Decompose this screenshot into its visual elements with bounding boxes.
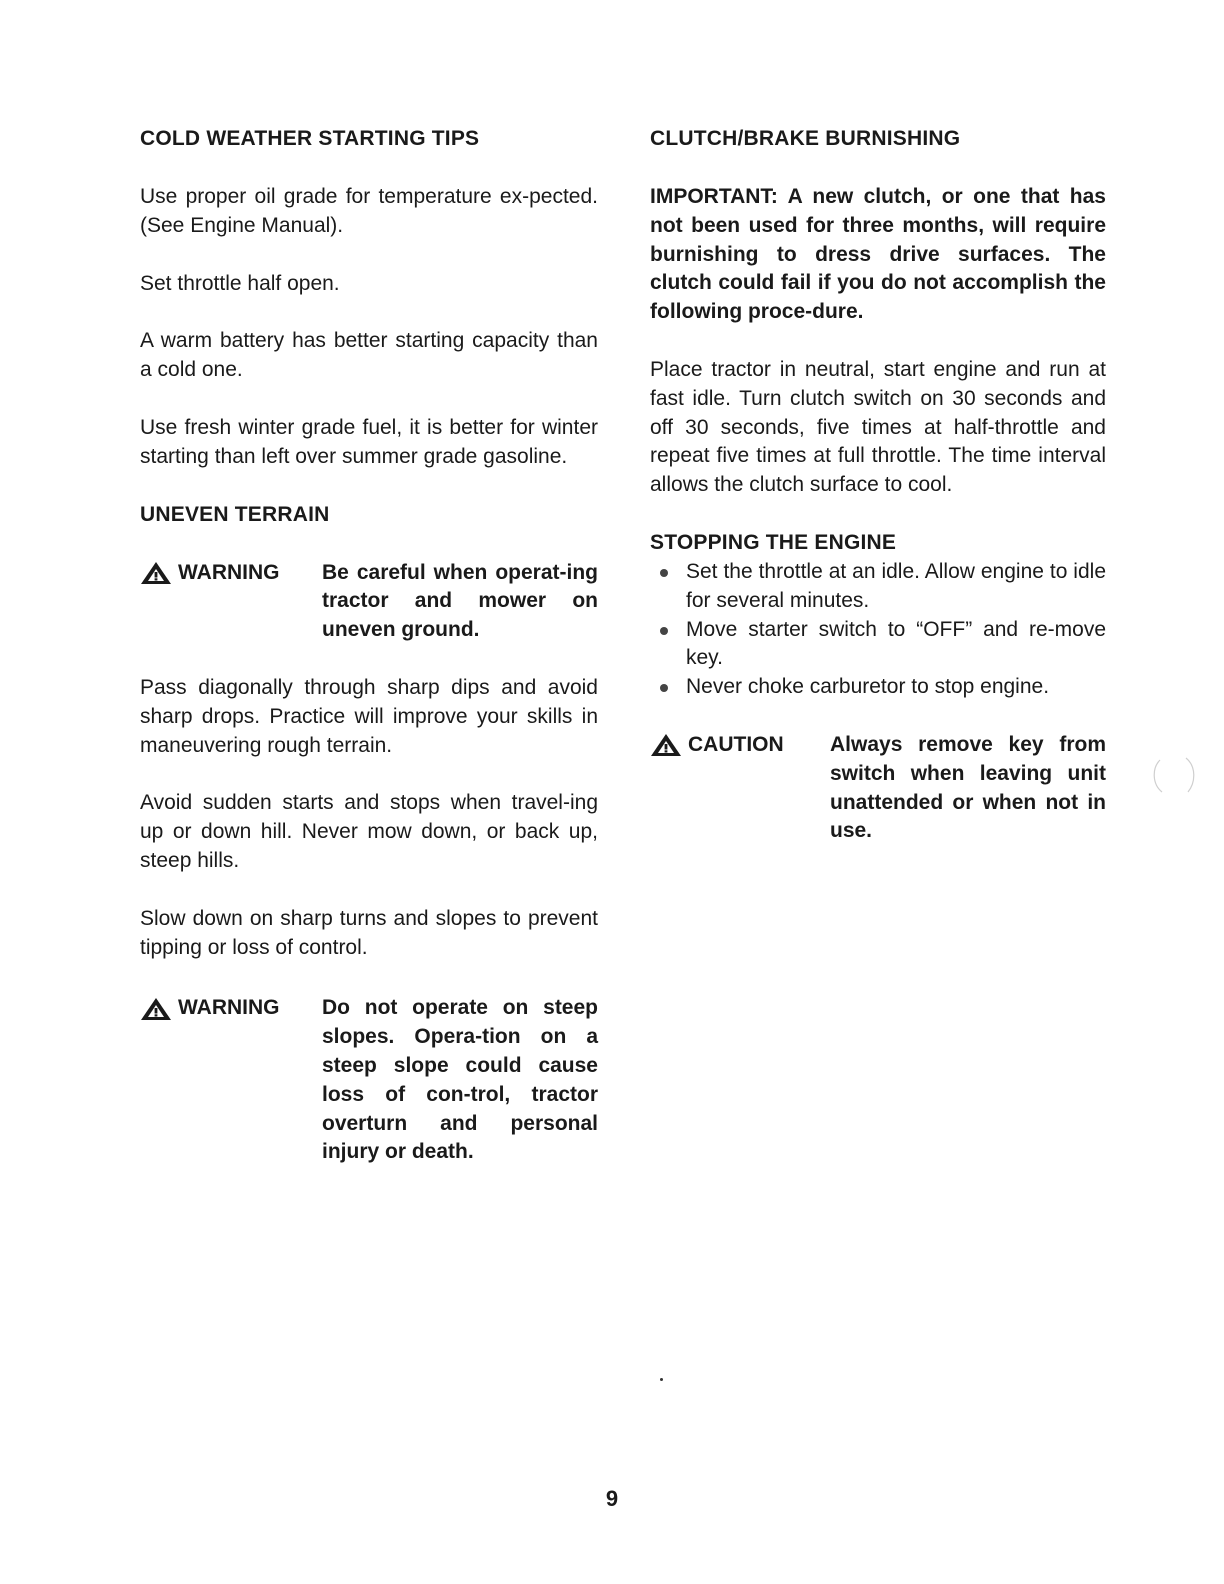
warning-uneven-ground-text: Be careful when operat-ing tractor and mower on uneven ground. <box>322 560 598 642</box>
clutch-procedure-paragraph: Place tractor in neutral, start engine and run at fast idle. Turn clutch switch on 30 seconds and off 30 seconds, five times at half-throttle and repeat five times at full throttle. The time interval allows the clutch surface to cool. <box>650 357 1106 497</box>
warning-triangle-icon <box>140 997 172 1021</box>
right-column <box>650 124 1106 846</box>
caution-remove-key <box>650 731 1106 846</box>
punch-hole-mark <box>1148 752 1198 798</box>
warning-label-text: WARNING <box>178 996 280 1020</box>
important-clutch-notice: IMPORTANT: A new clutch, or one that has not been used for three months, will require burnishing to dress drive surfaces. The clutch could fail if you do not accomplish the following proce-dure. <box>650 185 1106 324</box>
warning-label <box>140 559 280 588</box>
caution-label <box>650 731 784 760</box>
bullet-dot-icon <box>660 569 668 577</box>
scan-speck <box>660 1378 663 1381</box>
list-item: Move starter switch to “OFF” and re-move key. <box>650 616 1106 674</box>
warning-label <box>140 994 280 1023</box>
warning-triangle-icon <box>650 733 682 757</box>
warning-uneven-ground <box>140 559 598 645</box>
list-item: Never choke carburetor to stop engine. <box>650 673 1106 702</box>
cold-weather-battery-paragraph: A warm battery has better starting capacity than a cold one. <box>140 329 598 382</box>
terrain-hill-paragraph: Avoid sudden starts and stops when travel-ing up or down hill. Never mow down, or back up, steep hills. <box>140 791 598 872</box>
stopping-engine-heading: STOPPING THE ENGINE <box>650 530 897 554</box>
terrain-diagonal-paragraph: Pass diagonally through sharp dips and avoid sharp drops. Practice will improve your skills in maneuvering rough terrain. <box>140 675 598 757</box>
caution-label-text: CAUTION <box>688 732 784 756</box>
list-item: Set the throttle at an idle. Allow engine to idle for several minutes. <box>650 558 1106 616</box>
clutch-brake-heading: CLUTCH/BRAKE BURNISHING <box>650 127 961 150</box>
terrain-slow-paragraph: Slow down on sharp turns and slopes to prevent tipping or loss of control. <box>140 906 598 959</box>
warning-steep-slopes <box>140 994 598 1167</box>
left-column <box>140 124 598 1167</box>
stopping-engine-list <box>650 558 1106 702</box>
cold-weather-oil-paragraph: Use proper oil grade for temperature ex-pected. (See Engine Manual). <box>140 185 598 237</box>
warning-steep-slopes-text: Do not operate on steep slopes. Opera-tion on a steep slope could cause loss of con-trol, tractor overturn and personal injury or death. <box>322 996 598 1164</box>
cold-weather-throttle-paragraph: Set throttle half open. <box>140 271 340 295</box>
page-number: 9 <box>605 1486 619 1511</box>
bullet-dot-icon <box>660 684 668 692</box>
uneven-terrain-heading: UNEVEN TERRAIN <box>140 502 330 526</box>
cold-weather-heading: COLD WEATHER STARTING TIPS <box>140 127 480 150</box>
warning-triangle-icon <box>140 561 172 585</box>
cold-weather-fuel-paragraph: Use fresh winter grade fuel, it is better for winter starting than left over summer grade gasoline. <box>140 415 598 468</box>
bullet-dot-icon <box>660 627 668 635</box>
warning-label-text: WARNING <box>178 560 280 584</box>
caution-remove-key-text: Always remove key from switch when leaving unit unattended or when not in use. <box>830 732 1106 843</box>
